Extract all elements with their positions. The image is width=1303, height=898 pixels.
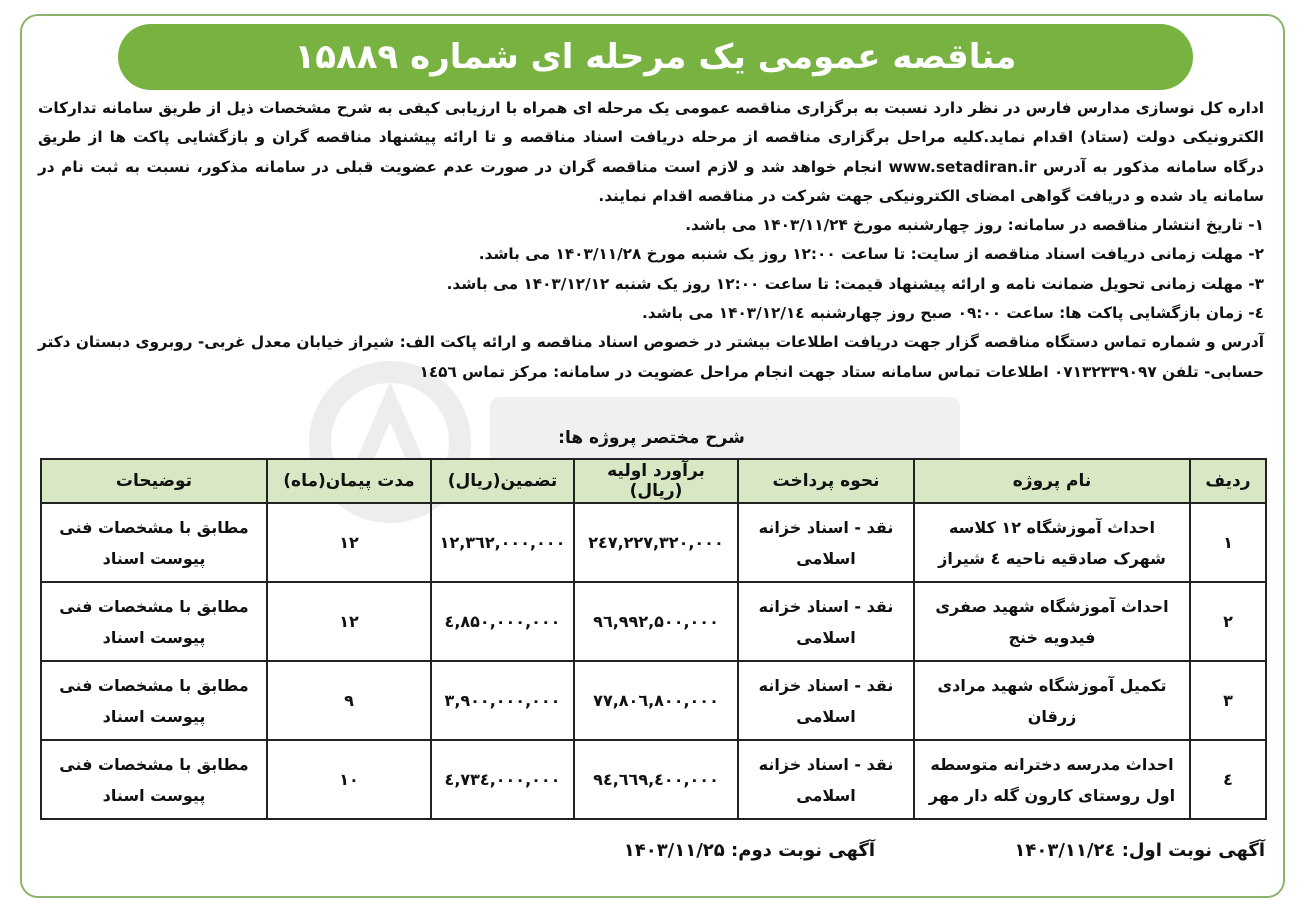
header-payment: نحوه پرداخت <box>738 459 914 503</box>
header-notes: توضیحات <box>41 459 267 503</box>
table-header-row <box>41 459 1266 503</box>
cell-payment: نقد - اسناد خزانه اسلامی <box>738 740 914 819</box>
cell-payment: نقد - اسناد خزانه اسلامی <box>738 503 914 582</box>
cell-payment: نقد - اسناد خزانه اسلامی <box>738 582 914 661</box>
cell-notes: مطابق با مشخصات فنی پیوست اسناد <box>41 582 267 661</box>
header-duration: مدت پیمان(ماه) <box>267 459 431 503</box>
header-estimate: برآورد اولیه (ریال) <box>574 459 738 503</box>
item-1: ۱- تاریخ انتشار مناقصه در سامانه: روز چهارشنبه مورخ ۱۴۰۳/۱۱/۲۴ می باشد. <box>685 216 1264 235</box>
header-guarantee: تضمین(ریال) <box>431 459 574 503</box>
header-row-number: ردیف <box>1190 459 1266 503</box>
cell-notes: مطابق با مشخصات فنی پیوست اسناد <box>41 503 267 582</box>
cell-project-name: احداث آموزشگاه ۱۲ کلاسه شهرک صادقیه ناحیه ٤ شیراز <box>914 503 1190 582</box>
cell-estimate: ۲٤۷,۲۲۷,۳۲۰,۰۰۰ <box>574 503 738 582</box>
second-publication: آگهی نوبت دوم: ۱۴۰۳/۱۱/۲۵ <box>623 840 875 861</box>
item-2: ۲- مهلت زمانی دریافت اسناد مناقصه از سایت: تا ساعت ۱۲:۰۰ روز یک شنبه مورخ ۱۴۰۳/۱۱/۲۸ می باشد. <box>478 245 1264 264</box>
cell-project-name: احداث آموزشگاه شهید صفری فیدویه خنج <box>914 582 1190 661</box>
cell-guarantee: ۱۲,۳٦۲,۰۰۰,۰۰۰ <box>431 503 574 582</box>
table-row <box>41 740 1266 819</box>
table-row <box>41 661 1266 740</box>
cell-estimate: ۹٤,٦٦۹,٤۰۰,۰۰۰ <box>574 740 738 819</box>
page-title: مناقصه عمومی یک مرحله ای شماره ۱۵۸۸۹ <box>294 37 1017 77</box>
item-4: ٤- زمان بازگشایی پاکت ها: ساعت ۰۹:۰۰ صبح روز چهارشنبه ۱۴۰۳/۱۲/۱٤ می باشد. <box>641 304 1264 323</box>
cell-estimate: ۷۷,۸۰٦,۸۰۰,۰۰۰ <box>574 661 738 740</box>
cell-guarantee: ۳,۹۰۰,۰۰۰,۰۰۰ <box>431 661 574 740</box>
publication-dates <box>40 840 1265 870</box>
cell-project-name: تکمیل آموزشگاه شهید مرادی زرقان <box>914 661 1190 740</box>
cell-duration: ۱۰ <box>267 740 431 819</box>
cell-guarantee: ٤,۷۳٤,۰۰۰,۰۰۰ <box>431 740 574 819</box>
intro-text <box>38 94 1264 387</box>
cell-row-number: ٤ <box>1190 740 1266 819</box>
cell-row-number: ۱ <box>1190 503 1266 582</box>
cell-row-number: ۲ <box>1190 582 1266 661</box>
contact-info: آدرس و شماره تماس دستگاه مناقصه گزار جهت دریافت اطلاعات بیشتر در خصوص اسناد مناقصه و ارائه پاکت الف: شیراز خیابان معدل غربی- روبروی دبستان دکتر حسابی- تلفن ۰۷۱۳۲۳۳۹۰۹۷ اطلاعات تماس سامانه ستاد جهت انجام مراحل عضویت در سامانه: مرکز تماس ۱٤۵٦ <box>38 333 1264 381</box>
intro-paragraph: اداره کل نوسازی مدارس فارس در نظر دارد نسبت به برگزاری مناقصه عمومی یک مرحله ای همراه با ارزیابی کیفی به شرح مشخصات ذیل از طریق سامانه تدارکات الکترونیکی دولت (ستاد) اقدام نماید.کلیه مراحل برگزاری مناقصه از مرحله دریافت اسناد مناقصه و تا ارائه پیشنهاد مناقصه گران و بازگشایی پاکت ها از طریق درگاه سامانه مذکور به آدرس www.setadiran.ir انجام خواهد شد و لازم است مناقصه گران در صورت عدم عضویت قبلی در سامانه مذکور، نسبت به ثبت نام در سامانه یاد شده و دریافت گواهی امضای الکترونیکی جهت شرکت در مناقصه اقدام نمایند. <box>38 99 1264 205</box>
table-row <box>41 582 1266 661</box>
table-row <box>41 503 1266 582</box>
header-project-name: نام پروژه <box>914 459 1190 503</box>
cell-notes: مطابق با مشخصات فنی پیوست اسناد <box>41 661 267 740</box>
cell-row-number: ۳ <box>1190 661 1266 740</box>
cell-payment: نقد - اسناد خزانه اسلامی <box>738 661 914 740</box>
cell-duration: ۱۲ <box>267 503 431 582</box>
item-3: ۳- مهلت زمانی تحویل ضمانت نامه و ارائه پیشنهاد قیمت: تا ساعت ۱۲:۰۰ روز یک شنبه ۱۴۰۳/۱۲/۱۲ می باشد. <box>446 274 1264 293</box>
cell-estimate: ۹٦,۹۹۲,۵۰۰,۰۰۰ <box>574 582 738 661</box>
cell-duration: ۹ <box>267 661 431 740</box>
cell-duration: ۱۲ <box>267 582 431 661</box>
cell-guarantee: ٤,۸۵۰,۰۰۰,۰۰۰ <box>431 582 574 661</box>
title-banner <box>118 24 1193 90</box>
first-publication: آگهی نوبت اول: ۱۴۰۳/۱۱/۲٤ <box>1014 840 1265 861</box>
cell-project-name: احداث مدرسه دخترانه متوسطه اول روستای کارون گله دار مهر <box>914 740 1190 819</box>
projects-table <box>40 458 1267 820</box>
summary-title: شرح مختصر پروژه ها: <box>558 428 745 448</box>
cell-notes: مطابق با مشخصات فنی پیوست اسناد <box>41 740 267 819</box>
